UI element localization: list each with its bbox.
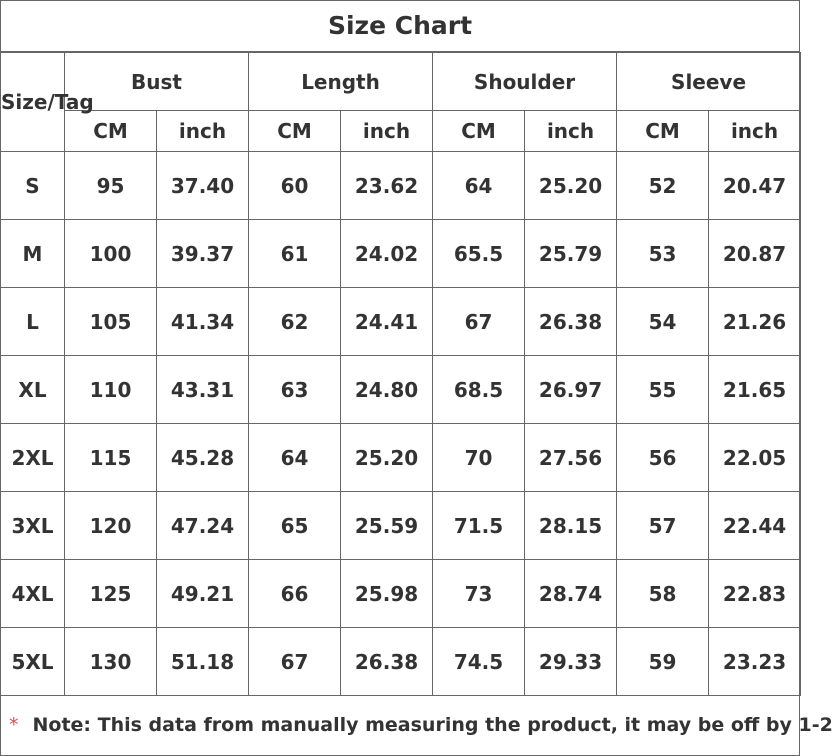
unit-header: CM	[249, 111, 341, 152]
table-row	[1, 628, 801, 696]
measurement-cell: 125	[65, 560, 157, 628]
size-header: Size/Tag	[1, 53, 65, 152]
unit-header: inch	[709, 111, 801, 152]
size-cell: 2XL	[1, 424, 65, 492]
measurement-cell: 41.34	[157, 288, 249, 356]
measurement-cell: 37.40	[157, 152, 249, 220]
measurement-cell: 21.65	[709, 356, 801, 424]
measurement-cell: 65.5	[433, 220, 525, 288]
measurement-cell: 24.41	[341, 288, 433, 356]
measurement-cell: 64	[433, 152, 525, 220]
group-header-sleeve: Sleeve	[617, 53, 801, 111]
measurement-cell: 26.38	[525, 288, 617, 356]
group-header-bust: Bust	[65, 53, 249, 111]
measurement-cell: 110	[65, 356, 157, 424]
measurement-cell: 100	[65, 220, 157, 288]
measurement-cell: 63	[249, 356, 341, 424]
measurement-cell: 60	[249, 152, 341, 220]
measurement-cell: 52	[617, 152, 709, 220]
measurement-cell: 54	[617, 288, 709, 356]
measurement-cell: 49.21	[157, 560, 249, 628]
measurement-cell: 21.26	[709, 288, 801, 356]
size-cell: 5XL	[1, 628, 65, 696]
measurement-cell: 22.44	[709, 492, 801, 560]
measurement-cell: 20.87	[709, 220, 801, 288]
measurement-cell: 45.28	[157, 424, 249, 492]
table-row	[1, 220, 801, 288]
measurement-cell: 24.80	[341, 356, 433, 424]
measurement-cell: 130	[65, 628, 157, 696]
measurement-cell: 26.97	[525, 356, 617, 424]
unit-header: inch	[341, 111, 433, 152]
chart-title: Size Chart	[0, 0, 800, 52]
group-header-length: Length	[249, 53, 433, 111]
measurement-cell: 61	[249, 220, 341, 288]
measurement-cell: 25.20	[525, 152, 617, 220]
measurement-cell: 73	[433, 560, 525, 628]
measurement-cell: 74.5	[433, 628, 525, 696]
measurement-cell: 23.62	[341, 152, 433, 220]
header-row-groups	[1, 53, 801, 111]
measurement-cell: 70	[433, 424, 525, 492]
measurement-cell: 62	[249, 288, 341, 356]
measurement-cell: 66	[249, 560, 341, 628]
measurement-cell: 53	[617, 220, 709, 288]
measurement-cell: 28.15	[525, 492, 617, 560]
measurement-cell: 22.83	[709, 560, 801, 628]
size-cell: S	[1, 152, 65, 220]
measurement-cell: 23.23	[709, 628, 801, 696]
note-text: Note: This data from manually measuring the product, it may be off by 1-2	[32, 714, 833, 736]
measurement-cell: 43.31	[157, 356, 249, 424]
size-table	[0, 52, 801, 696]
table-row	[1, 288, 801, 356]
unit-header: CM	[617, 111, 709, 152]
measurement-cell: 95	[65, 152, 157, 220]
table-row	[1, 152, 801, 220]
unit-header: CM	[433, 111, 525, 152]
measurement-cell: 68.5	[433, 356, 525, 424]
measurement-cell: 25.59	[341, 492, 433, 560]
size-cell: L	[1, 288, 65, 356]
measurement-cell: 47.24	[157, 492, 249, 560]
note-asterisk: *	[9, 714, 19, 736]
measurement-cell: 56	[617, 424, 709, 492]
measurement-cell: 25.20	[341, 424, 433, 492]
measurement-cell: 25.98	[341, 560, 433, 628]
measurement-cell: 115	[65, 424, 157, 492]
unit-header: inch	[525, 111, 617, 152]
measurement-cell: 120	[65, 492, 157, 560]
unit-header: inch	[157, 111, 249, 152]
size-cell: 4XL	[1, 560, 65, 628]
table-row	[1, 424, 801, 492]
measurement-cell: 71.5	[433, 492, 525, 560]
measurement-cell: 55	[617, 356, 709, 424]
measurement-cell: 28.74	[525, 560, 617, 628]
measurement-cell: 67	[249, 628, 341, 696]
size-cell: 3XL	[1, 492, 65, 560]
measurement-cell: 24.02	[341, 220, 433, 288]
measurement-cell: 51.18	[157, 628, 249, 696]
unit-header: CM	[65, 111, 157, 152]
measurement-cell: 57	[617, 492, 709, 560]
measurement-cell: 27.56	[525, 424, 617, 492]
measurement-cell: 22.05	[709, 424, 801, 492]
measurement-cell: 29.33	[525, 628, 617, 696]
measurement-note	[0, 696, 833, 754]
measurement-cell: 67	[433, 288, 525, 356]
size-cell: XL	[1, 356, 65, 424]
measurement-cell: 26.38	[341, 628, 433, 696]
measurement-cell: 39.37	[157, 220, 249, 288]
measurement-cell: 20.47	[709, 152, 801, 220]
table-row	[1, 356, 801, 424]
group-header-shoulder: Shoulder	[433, 53, 617, 111]
header-row-units	[1, 111, 801, 152]
measurement-cell: 25.79	[525, 220, 617, 288]
measurement-cell: 105	[65, 288, 157, 356]
measurement-cell: 64	[249, 424, 341, 492]
measurement-cell: 59	[617, 628, 709, 696]
measurement-cell: 65	[249, 492, 341, 560]
table-row	[1, 560, 801, 628]
measurement-cell: 58	[617, 560, 709, 628]
table-body	[1, 152, 801, 696]
table-row	[1, 492, 801, 560]
size-cell: M	[1, 220, 65, 288]
